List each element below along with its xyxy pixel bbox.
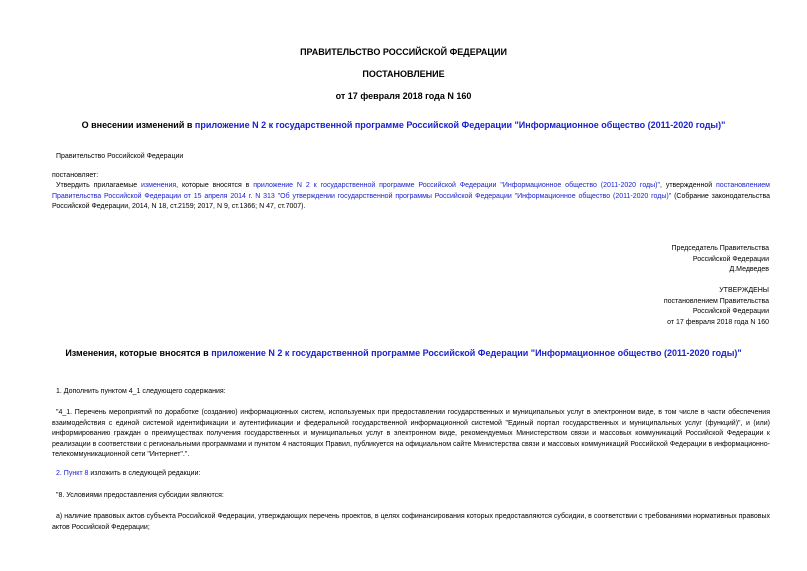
government-header: ПРАВИТЕЛЬСТВО РОССИЙСКОЙ ФЕДЕРАЦИИ	[300, 47, 507, 57]
item-2-prefix-link[interactable]	[56, 470, 88, 477]
annex-link[interactable]: приложение N 2 к государственной программе Российской Федерации "Информационное общество (2011-2020 годы)"	[253, 182, 660, 189]
item-2-subitem-a: а) наличие правовых актов субъекта Российской Федерации, утверждающих перечень проектов, в целях софинансирования которых предоставляются субсидии, в соответствии с требованиями нормативных правовых актов Российской Федерации;	[52, 513, 770, 531]
approved-line-4: от 17 февраля 2018 года N 160	[667, 318, 769, 326]
document-title	[30, 120, 777, 130]
approved-line-3: Российской Федерации	[692, 308, 769, 315]
item-2-prefix[interactable]: 2.	[56, 470, 64, 477]
title-link[interactable]: приложение N 2 к государственной программе Российской Федерации "Информационное общество (2011-2020 годы)"	[194, 120, 726, 130]
title-prefix: О внесении изменений в	[81, 120, 195, 130]
approved-block	[569, 286, 769, 328]
changes-title	[30, 348, 777, 358]
document-type: ПОСТАНОВЛЕНИЕ	[362, 69, 445, 79]
changes-title-link[interactable]: приложение N 2 к государственной программе Российской Федерации "Информационное общество (2011-2020 годы)"	[211, 348, 742, 358]
paragraph-8-link[interactable]: Пункт 8	[63, 470, 89, 477]
item-2-suffix: изложить в следующей редакции:	[88, 470, 201, 477]
approved-line-2: постановлением Правительства	[663, 297, 769, 305]
approve-text-3: , утвержденной	[660, 182, 717, 189]
changes-link[interactable]: изменения	[141, 182, 177, 189]
signature-line-3: Д.Медведев	[729, 266, 769, 273]
approve-text-2: , которые вносятся в	[176, 182, 254, 189]
approved-line-1: УТВЕРЖДЕНЫ	[719, 287, 769, 294]
approve-text-4: (Собрание законодательства Российской Федерации, 2014, N 18, ст.2159; 2017, N 9, ст.1366; N 47, ст.7007).	[52, 192, 770, 210]
changes-title-prefix: Изменения, которые вносятся в	[65, 348, 212, 358]
signature-line-2: Российской Федерации	[692, 255, 769, 263]
item-1-heading: 1. Дополнить пунктом 4_1 следующего содержания:	[56, 388, 226, 395]
signature-line-1: Председатель Правительства	[671, 245, 769, 252]
resolution-link[interactable]: постановлением Правительства Российской Федерации от 15 апреля 2014 г. N 313 "Об утверждении государственной программы Российской Федерации "Информационное общество (2011-2020 годы)"	[52, 182, 770, 200]
item-1-text: "4_1. Перечень мероприятий по доработке (созданию) информационных систем, используемых при предоставлении государственных и муниципальных услуг в электронном виде, в том числе в части обеспечения взаимодействия с единой системой идентификации и аутентификации и федеральной государственной информационной системой "Единый портал государственных и муниципальных услуг (функций)", и (или) информированию граждан о преимуществах получения государственных и муниципальных услуг в электронном виде, рекомендуемых Министерством связи и массовых коммуникаций Российской Федерации к реализации в соответствии с региональными программами и пунктом 4 настоящих Правил, публикуется на официальном сайте Министерства связи и массовых коммуникаций Российской Федерации в информационно-телекоммуникационной сети "Интернет".".	[52, 409, 770, 458]
approve-text-1: Утвердить прилагаемые	[56, 182, 142, 189]
signature-block	[569, 244, 769, 276]
item-2-heading	[52, 469, 770, 480]
approve-paragraph	[52, 181, 770, 213]
item-2-text: "8. Условиями предоставления субсидии являются:	[56, 492, 224, 499]
issuer-text: Правительство Российской Федерации	[56, 153, 184, 160]
document-date-number: от 17 февраля 2018 года N 160	[335, 91, 472, 101]
decrees-text: постановляет:	[52, 172, 99, 179]
